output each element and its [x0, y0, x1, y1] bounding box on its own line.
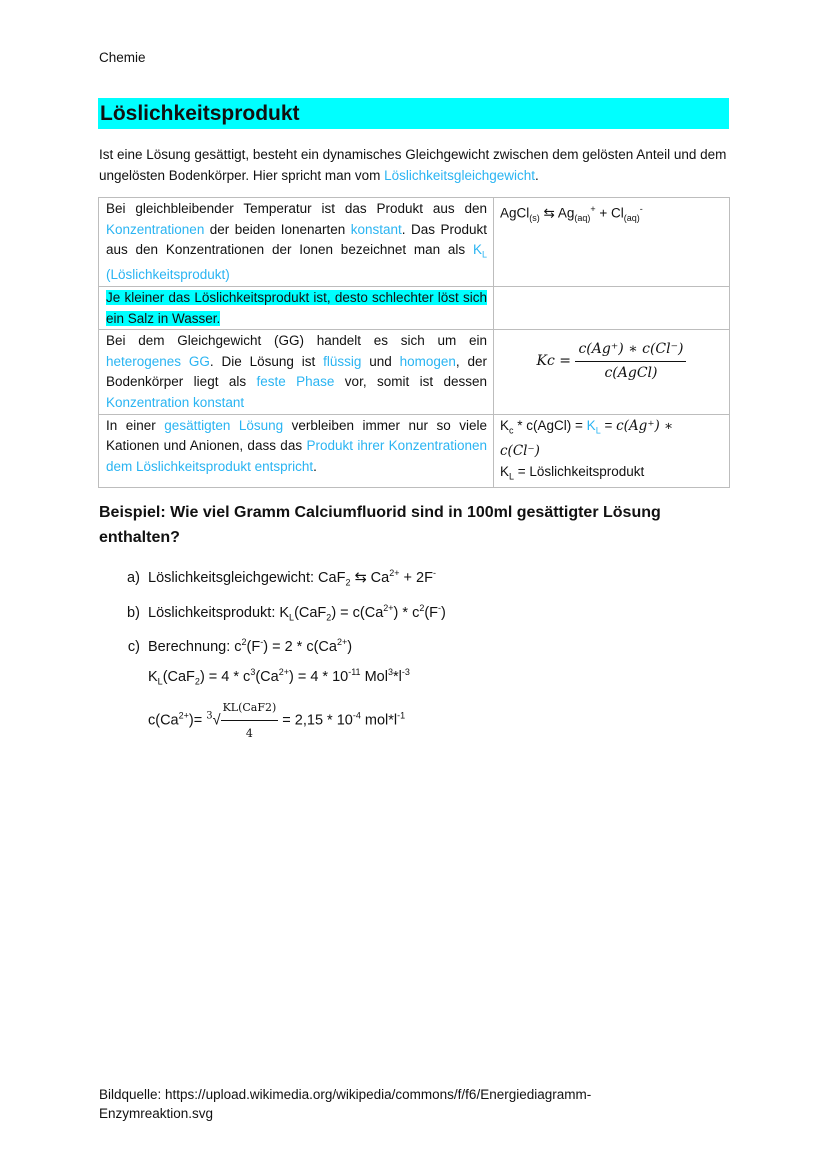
text: c(Ca	[148, 712, 179, 729]
intro-paragraph	[99, 144, 731, 186]
superscript: -	[260, 637, 264, 648]
text: *l	[392, 669, 402, 686]
subscript: L	[289, 612, 295, 623]
subscript: (aq)	[623, 213, 640, 224]
formula: = Löslichkeitsprodukt	[514, 463, 645, 479]
subscript: (s)	[529, 213, 540, 224]
kc-lhs: Kc =	[536, 353, 572, 370]
fraction-numerator: KL(CaF2)	[221, 695, 279, 721]
table-row	[99, 198, 730, 287]
superscript: 3	[250, 667, 256, 678]
intro-end: .	[534, 168, 539, 183]
superscript: 2+	[383, 602, 394, 613]
superscript: -	[438, 602, 442, 613]
superscript: -1	[397, 710, 406, 721]
superscript: 2+	[278, 667, 289, 678]
text: Berechnung: c	[148, 639, 242, 656]
formula: K	[500, 417, 510, 433]
table-cell-right	[494, 198, 730, 287]
term: Konzentrationen	[106, 221, 205, 237]
term: heterogenes GG	[106, 353, 210, 369]
root-fraction	[221, 695, 279, 746]
term: (Löslichkeitsprodukt)	[106, 267, 230, 283]
fraction-numerator: c(Ag⁺) ∗ c(Cl⁻)	[575, 339, 686, 362]
text: + 2F	[399, 569, 433, 586]
root-index: 3	[206, 710, 213, 722]
text: und	[361, 353, 400, 369]
superscript: -	[432, 568, 436, 578]
superscript: 2+	[178, 710, 189, 721]
text: ) = 4 * c	[199, 669, 251, 686]
kc-fraction	[575, 339, 686, 383]
term: feste Phase	[256, 374, 335, 390]
table-cell-left	[99, 287, 494, 330]
equilibrium-arrow: ⇆	[539, 205, 558, 221]
text: )	[347, 639, 353, 656]
formula: Cl	[611, 205, 624, 221]
subscript: L	[157, 676, 163, 687]
text: In einer	[106, 417, 165, 433]
text: = 2,15 * 10	[278, 712, 353, 729]
term: homogen	[399, 353, 456, 369]
table-row	[99, 414, 730, 487]
text: ) = 4 * 10	[288, 669, 349, 686]
superscript: +	[590, 204, 596, 214]
text: . Die Lösung ist	[209, 353, 324, 369]
text: Bei gleichbleibender Temperatur ist das Produkt aus den	[106, 201, 487, 216]
title-highlight	[98, 98, 729, 129]
subscript: 2	[326, 612, 332, 623]
term: konstant	[350, 221, 402, 237]
table-cell-right	[494, 330, 730, 414]
subscript: c	[509, 425, 514, 436]
radical-sign: √	[212, 712, 221, 729]
superscript: -11	[348, 667, 361, 678]
intro-link-term: Löslichkeitsgleichgewicht	[384, 168, 535, 183]
text: (CaF	[294, 604, 327, 621]
formula: =	[600, 417, 617, 433]
superscript: 2+	[389, 568, 400, 578]
list-item	[148, 596, 446, 631]
text: (F	[424, 604, 439, 621]
fraction-denominator: c(AgCl)	[604, 364, 658, 381]
text: ⇆ Ca	[350, 569, 390, 586]
term: K	[586, 417, 596, 433]
text: ) = c(Ca	[331, 604, 384, 621]
formula-math: c(Cl⁻)	[500, 442, 540, 459]
subscript: 2	[194, 676, 200, 687]
table-cell-left	[99, 414, 494, 487]
superscript: 3	[387, 667, 393, 678]
table-cell-left	[99, 198, 494, 287]
footer-line: Enzymreaktion.svg	[99, 1106, 214, 1121]
formula: K	[500, 463, 510, 479]
example-steps	[99, 561, 446, 746]
text: ) * c	[393, 604, 420, 621]
term: Produkt ihrer Konzentrationen dem Löslichkeitsprodukt entspricht	[106, 438, 488, 474]
table-cell-left	[99, 330, 494, 414]
text: . Das Produkt aus den Konzentrationen der Ionen bezeichnet man als	[106, 221, 487, 258]
formula: Ag	[557, 205, 575, 221]
text: )=	[188, 712, 207, 729]
superscript: -4	[352, 710, 361, 721]
image-source-footer	[99, 1085, 739, 1123]
formula: +	[595, 205, 612, 221]
table-row	[99, 330, 730, 414]
text: vor, somit ist dessen	[334, 374, 488, 390]
table-row	[99, 287, 730, 330]
formula: AgCl	[500, 205, 530, 221]
text: (F	[246, 639, 261, 656]
term: Konzentration konstant	[106, 395, 245, 411]
superscript: 2	[419, 602, 425, 613]
text: (Ca	[255, 669, 279, 686]
formula-math: c(Ag⁺) ∗	[616, 417, 674, 434]
formula: * c(AgCl) =	[513, 417, 587, 433]
footer-line: Bildquelle: https://upload.wikimedia.org/wikipedia/commons/f/f6/Energiediagramm-	[99, 1087, 592, 1102]
text: )	[441, 604, 446, 621]
superscript: -3	[401, 667, 410, 678]
kc-formula	[500, 331, 723, 383]
term: flüssig	[323, 353, 362, 369]
subscript: L	[481, 249, 487, 260]
list-item	[148, 630, 446, 746]
highlighted-statement: Je kleiner das Löslichkeitsprodukt ist, desto schlechter löst sich ein Salz in Wasser.	[106, 290, 487, 326]
text: Löslichkeitsprodukt: K	[148, 604, 290, 621]
text: .	[313, 458, 317, 474]
term: K	[472, 242, 482, 258]
term: gesättigten Lösung	[164, 417, 284, 433]
superscript: 2	[241, 637, 247, 648]
text: mol*l	[360, 712, 398, 729]
table-cell-right	[494, 287, 730, 330]
page-title: Löslichkeitsprodukt	[100, 102, 300, 125]
subscript: 2	[345, 577, 351, 588]
subscript: L	[509, 471, 515, 482]
fraction-denominator: 4	[245, 726, 253, 740]
calculation-line	[148, 660, 446, 695]
text: (CaF	[162, 669, 195, 686]
table-cell-right	[494, 414, 730, 487]
text: der beiden Ionenarten	[204, 221, 351, 237]
page-header-subject: Chemie	[99, 50, 146, 65]
subscript: L	[595, 425, 601, 436]
superscript: -	[639, 204, 643, 214]
text: K	[148, 669, 158, 686]
text: Bei dem Gleichgewicht (GG) handelt es sich um ein	[106, 333, 487, 349]
list-item	[148, 561, 446, 596]
text: , der Bodenkörper liegt als	[106, 353, 487, 390]
text: verbleiben immer nur so viele Kationen und Anionen, dass das	[106, 417, 488, 454]
example-title: Beispiel: Wie viel Gramm Calciumfluorid sind in 100ml gesättigter Lösung enthalten?	[99, 504, 661, 546]
text: Mol	[360, 669, 388, 686]
text: Löslichkeitsgleichgewicht: CaF	[148, 569, 346, 586]
calculation-line	[148, 695, 446, 746]
subscript: (aq)	[574, 213, 591, 224]
text: ) = 2 * c(Ca	[263, 639, 337, 656]
intro-text: Ist eine Lösung gesättigt, besteht ein dynamisches Gleichgewicht zwischen dem gelösten Anteil und dem ungelösten Bodenkörper. Hier spricht man vom	[99, 147, 727, 183]
info-table	[98, 197, 730, 488]
superscript: 2+	[336, 637, 348, 648]
